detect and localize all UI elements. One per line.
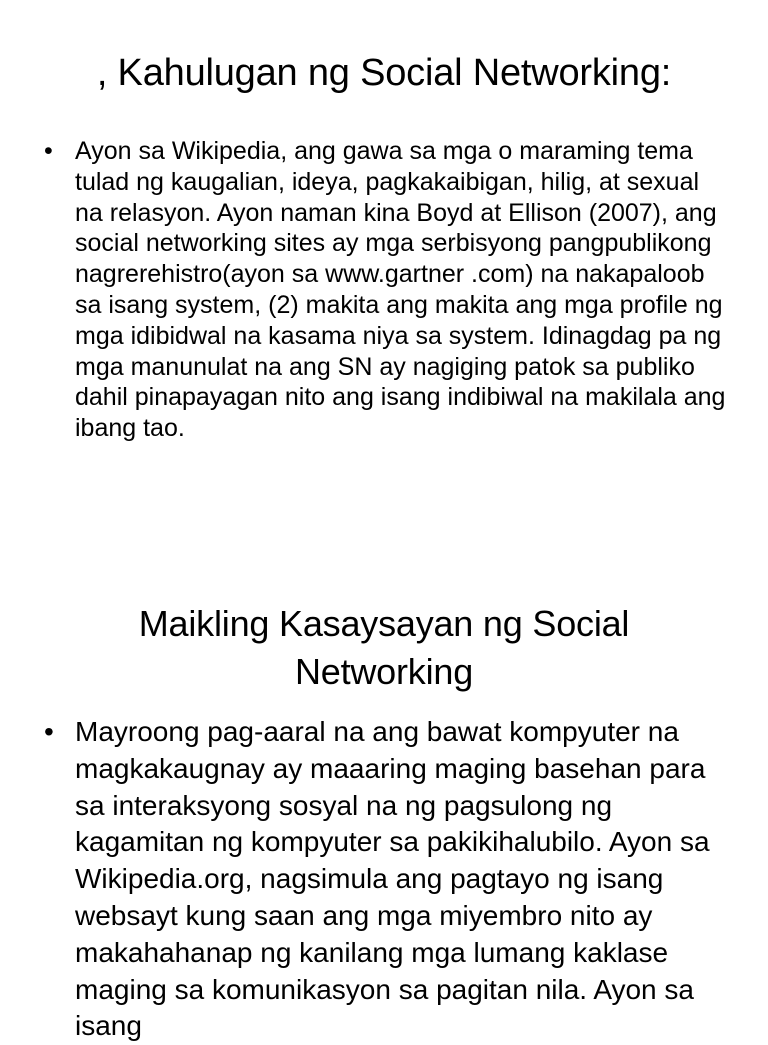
- bullet-list: [0, 714, 768, 1045]
- bullet-item: [0, 714, 768, 1045]
- slide-history: [0, 590, 768, 1042]
- bullet-text: Mayroong pag-aaral na ang bawat kompyuter na magkakaugnay ay maaaring maging basehan para sa interaksyong sosyal na ng pagsulong ng kagamitan ng kompyuter sa pakikihalubilo. Ayon sa Wikipedia.org, nagsimula ang pagtayo ng isang websayt kung saan ang mga miyembro nito ay makahahanap ng kanilang mga lumang kaklase maging sa komunikasyon sa pagitan nila. Ayon sa isang: [75, 716, 710, 1042]
- bullet-text: Ayon sa Wikipedia, ang gawa sa mga o maraming tema tulad ng kaugalian, ideya, pagkakaibigan, hilig, at sexual na relasyon. Ayon naman kina Boyd at Ellison (2007), ang social networking sites ay mga serbisyong pangpublikong nagrerehistro(ayon sa www.gartner .com) na nakapaloob sa isang system, (2) makita ang makita ang mga profile ng mga idibidwal na kasama niya sa system. Idinagdag pa ng mga manunulat na ang SN ay nagiging patok sa publiko dahil pinapayagan nito ang isang indibiwal na makilala ang ibang tao.: [75, 137, 726, 443]
- bullet-list: [0, 136, 768, 444]
- bullet-item: [0, 136, 768, 444]
- slide-title: Maikling Kasaysayan ng Social Networking: [138, 603, 630, 692]
- slide-title: , Kahulugan ng Social Networking:: [96, 52, 672, 94]
- bullet-icon: •: [44, 716, 54, 747]
- bullet-icon: •: [44, 137, 53, 165]
